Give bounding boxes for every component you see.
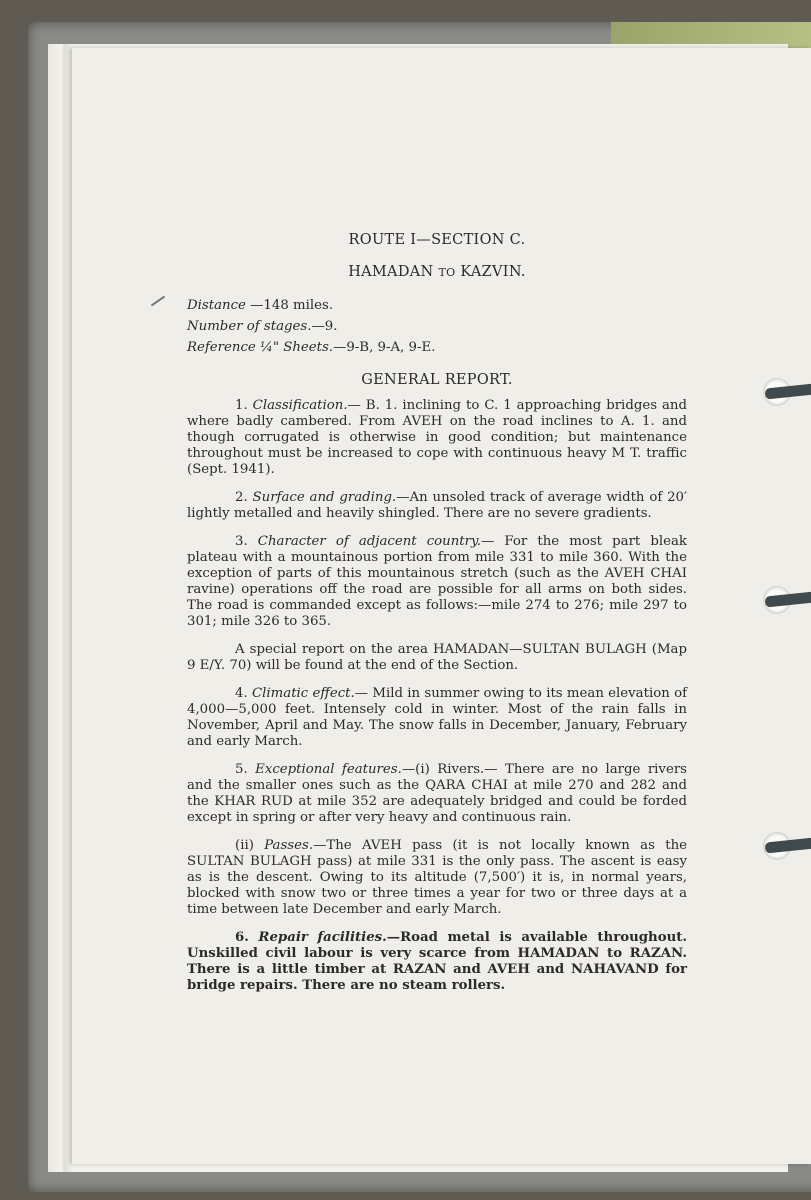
binding-hole bbox=[759, 828, 811, 866]
report-heading: GENERAL REPORT. bbox=[361, 372, 513, 388]
meta-reference: Reference ¼" Sheets.—9-B, 9-A, 9-E. bbox=[187, 340, 436, 355]
paragraph-exceptional: 5. Exceptional features.—(i) Rivers.— There are no large rivers and the smaller ones such as the QARA CHAI at mile 270 and 282 and the KHAR RUD at mile 352 are adequately bridged and could be forded except in spring or after very heavy and continuous rain. bbox=[187, 762, 687, 825]
paragraph-passes: (ii) Passes.—The AVEH pass (it is not locally known as the SULTAN BULAGH pass) at mile 331 is the only pass. The ascent is easy as is the descent. Owing to its altitude (7,500′) it is, in normal years, blocked with snow two or three times a year for two or three days at a time between late December and early March. bbox=[187, 838, 687, 917]
meta-distance: Distance —148 miles. bbox=[187, 298, 334, 313]
paragraph-character: 3. Character of adjacent country.— For the most part bleak plateau with a mountainous portion from mile 331 to mile 360. With the exception of parts of this mountainous stretch (such as the AVEH CHAI ravine) operations off the road are possible for all arms on both sides. The road is commanded except as follows:—mile 274 to 276; mile 297 to 301; mile 326 to 365. bbox=[187, 534, 687, 629]
paragraph-classification: 1. Classification.— B. 1. inclining to C. 1 approaching bridges and where badly cambered. From AVEH on the road inclines to A. 1. and though corrugated is otherwise in good condition; but maintenance throughout must be increased to cope with continuous heavy M T. traffic (Sept. 1941). bbox=[187, 398, 687, 477]
route-metadata bbox=[187, 295, 687, 358]
paragraph-special-report: A special report on the area HAMADAN—SULTAN BULAGH (Map 9 E/Y. 70) will be found at the end of the Section. bbox=[187, 642, 687, 673]
page-content bbox=[187, 232, 687, 1006]
paragraph-climatic: 4. Climatic effect.— Mild in summer owing to its mean elevation of 4,000—5,000 feet. Intensely cold in winter. Most of the rain falls in November, April and May. The snow falls in December, January, February and early March. bbox=[187, 686, 688, 749]
meta-stages: Number of stages.—9. bbox=[187, 319, 338, 334]
paragraph-surface: 2. Surface and grading.—An unsoled track of average width of 20′ lightly metalled and heavily shingled. There are no severe gradients. bbox=[187, 490, 688, 521]
binding-hole bbox=[759, 374, 811, 412]
section-title: ROUTE I—SECTION C. bbox=[348, 232, 526, 248]
route-subtitle: HAMADAN TO KAZVIN. bbox=[348, 264, 526, 280]
binding-hole bbox=[759, 582, 811, 620]
paragraph-repair: 6. Repair facilities.—Road metal is available throughout. Unskilled civil labour is very scarce from HAMADAN to RAZAN. There is a little timber at RAZAN and AVEH and NAHAVAND for bridge repairs. There are no steam rollers. bbox=[187, 930, 688, 993]
